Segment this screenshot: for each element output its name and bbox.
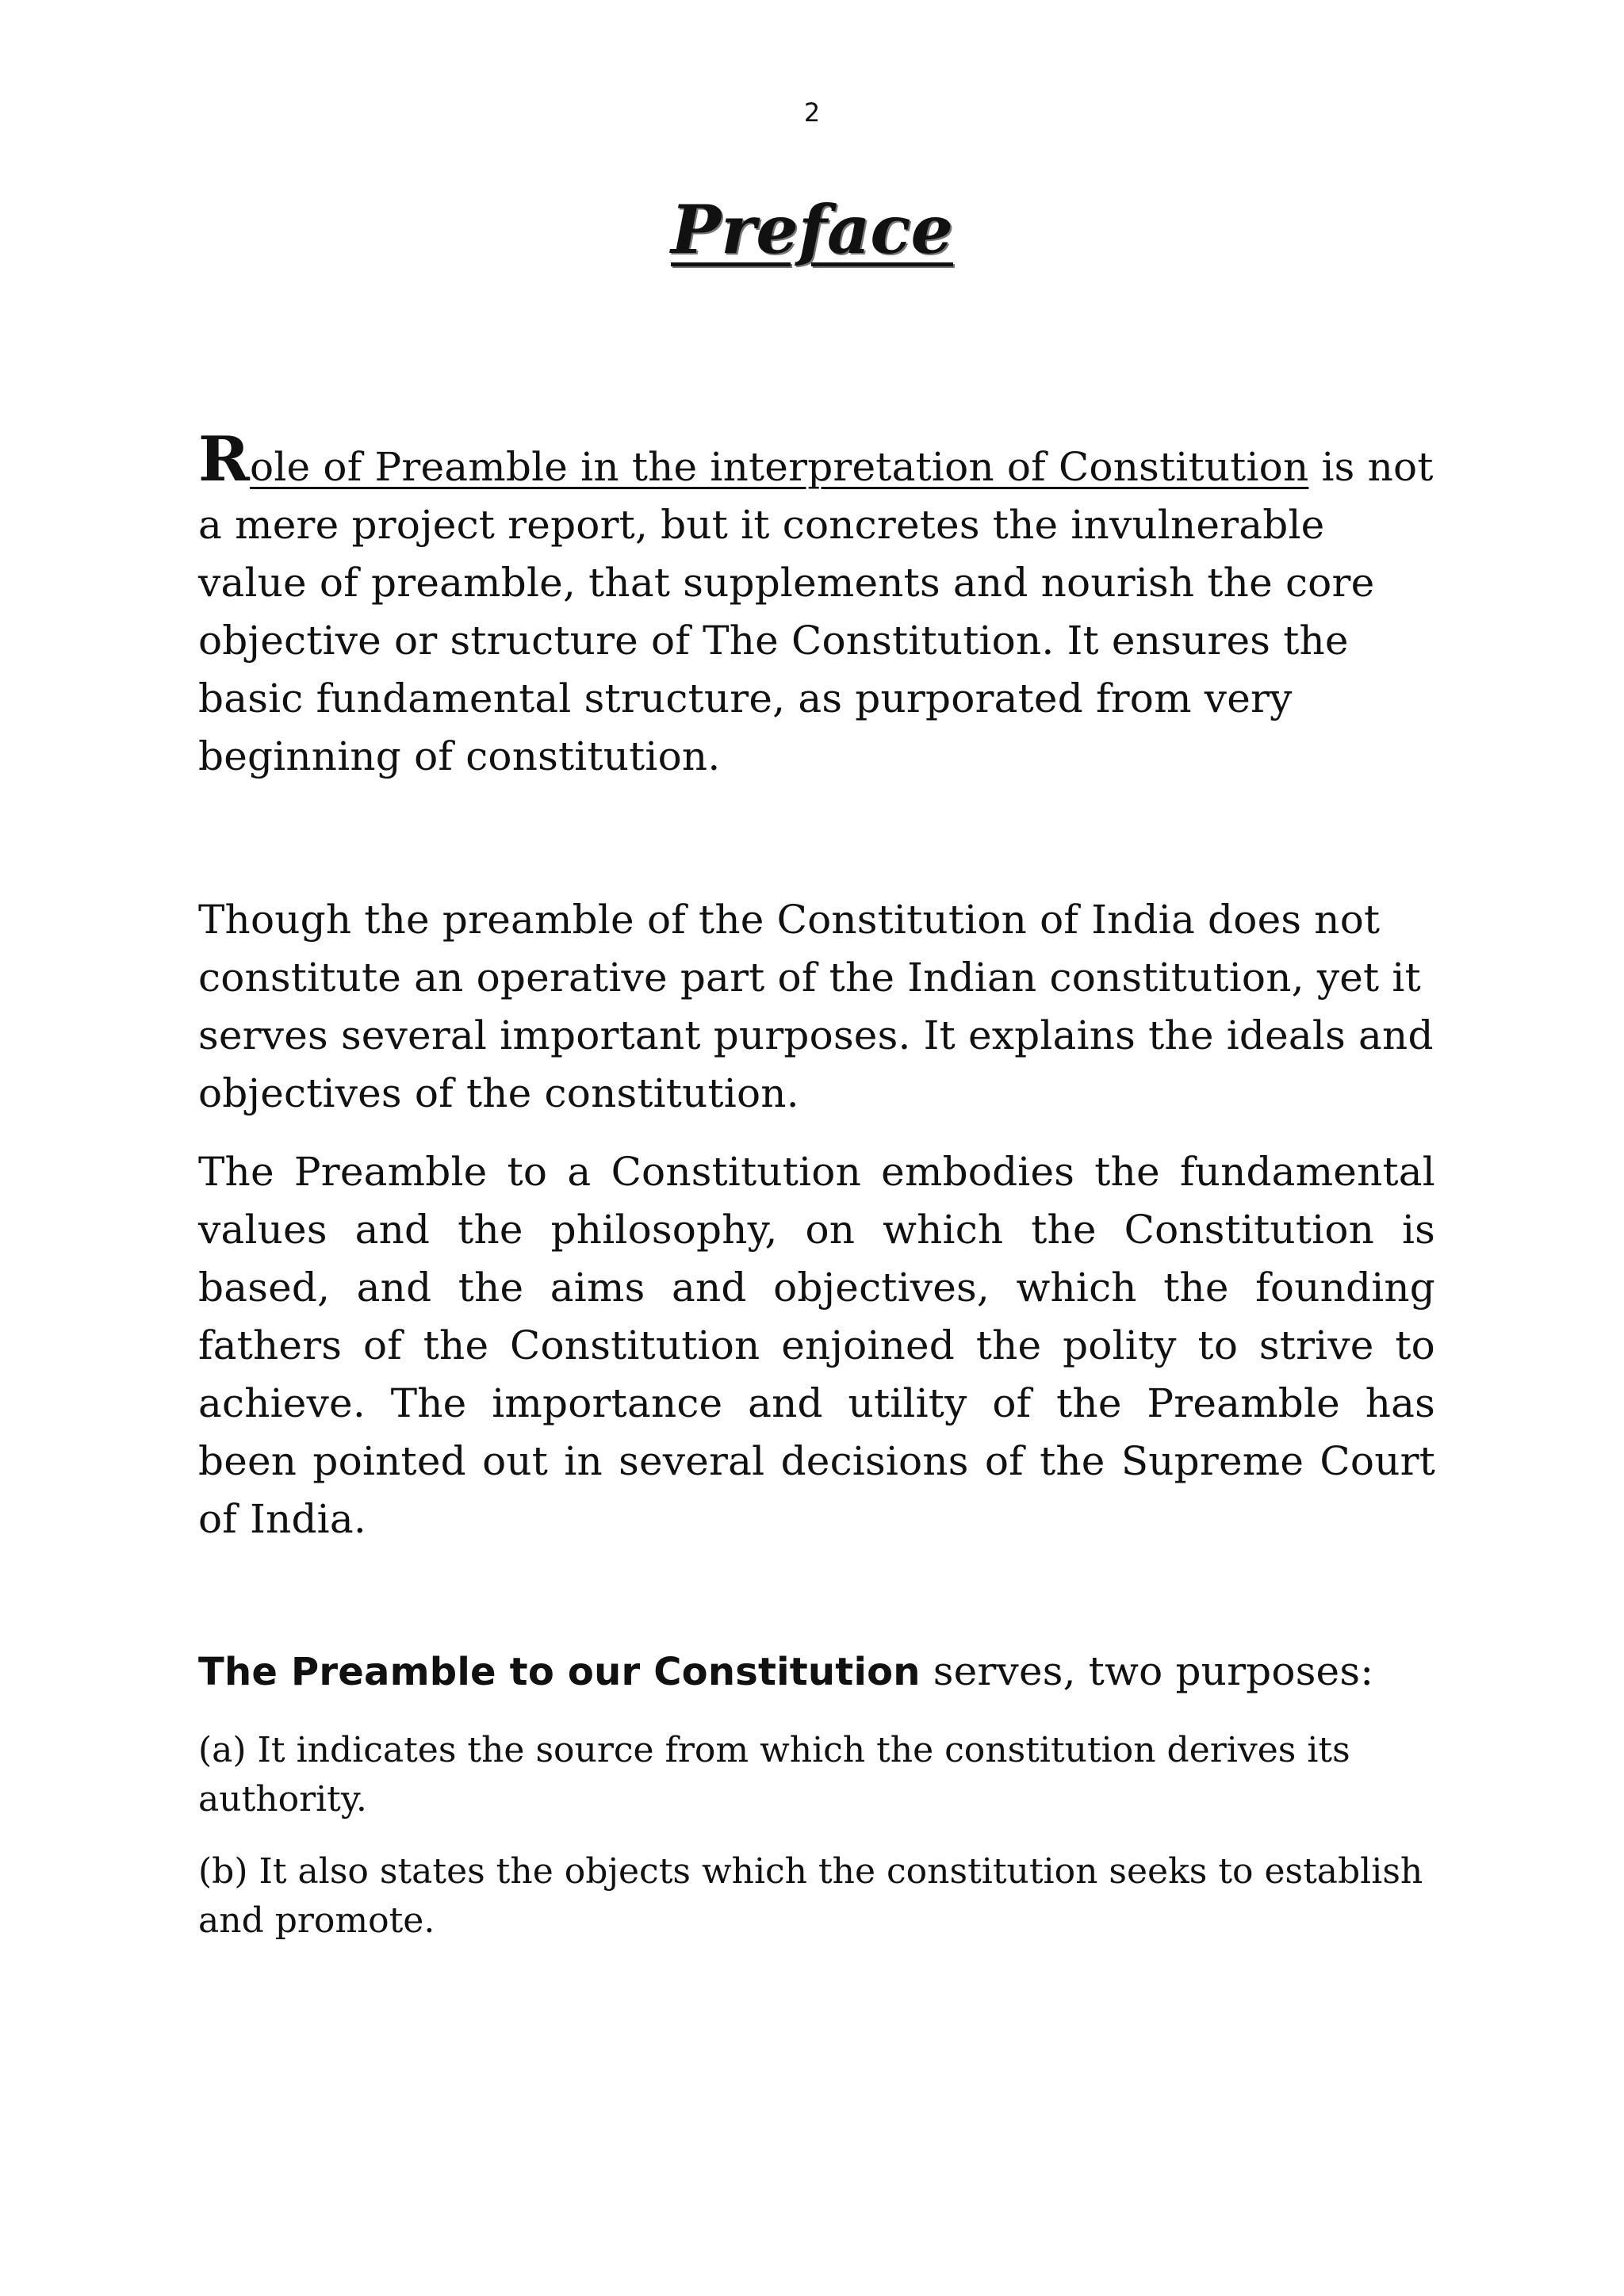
page-number: 2 [803,98,821,128]
paragraph-role-of-preamble [198,423,1435,786]
bold-lead-phrase: The Preamble to our Constitution [198,1650,921,1694]
page-title: Preface [670,190,953,269]
list-item-b: (b) It also states the objects which the constitution seeks to establish and promote. [198,1851,1423,1941]
drop-cap-letter: R [198,423,251,496]
paragraph-text: is not a mere project report, but it concretes the invulnerable value of preamble, that supplements and nourish the core objective or structure of The Constitution. It ensures the basic fundamental structure, as purporated from very beginning of constitution. [198,444,1434,779]
paragraph-preamble-values: The Preamble to a Constitution embodies the fundamental values and the philosophy, on which the Constitution is based, and the aims and objectives, which the founding fathers of the Constitution enjoined the polity to strive to achieve. The importance and utility of the Preamble has been pointed out in several decisions of the Supreme Court of India. [198,1149,1435,1542]
list-item-a: (a) It indicates the source from which the constitution derives its authority. [198,1730,1350,1820]
paragraph-text: serves, two purposes: [920,1648,1374,1694]
underlined-heading-phrase: ole of Preamble in the interpretation of Constitution [250,444,1309,490]
paragraph-preamble-purposes: Though the preamble of the Constitution of India does not constitute an operative part of the Indian constitution, yet it serves several important purposes. It explains the ideals and objectives of the constitution. [198,897,1434,1116]
paragraph-two-purposes [198,1643,1435,1701]
